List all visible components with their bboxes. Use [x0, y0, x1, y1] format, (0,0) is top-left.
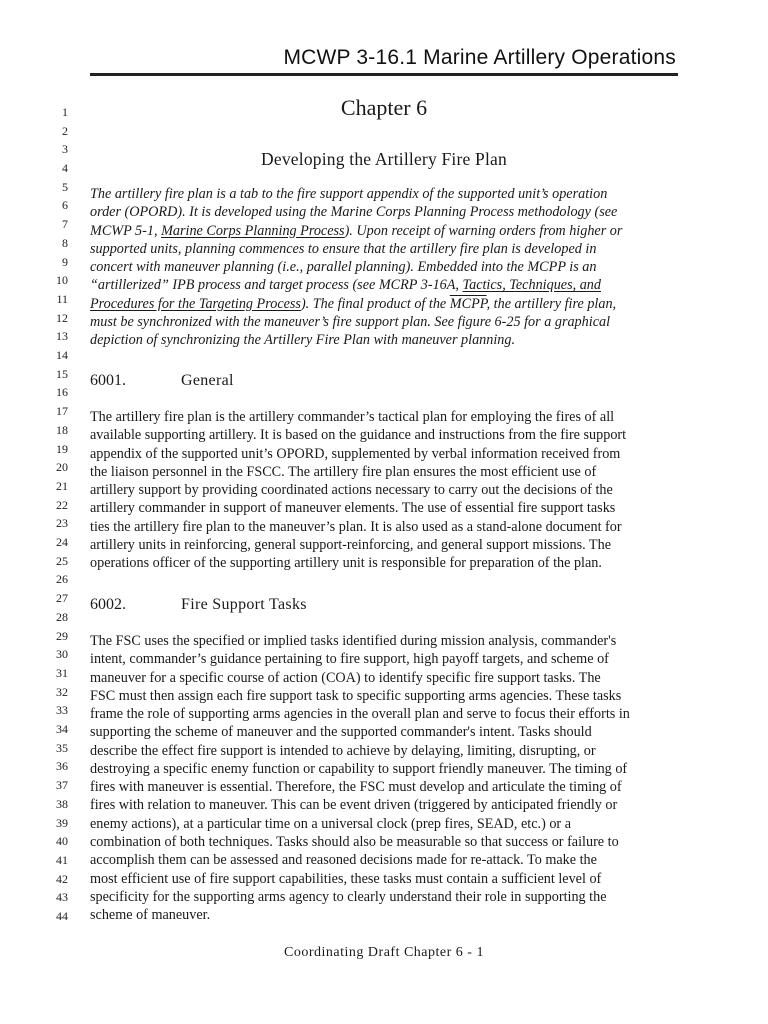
line-number: 28: [56, 609, 68, 624]
line-number: 18: [56, 422, 68, 437]
line-number: 12: [56, 310, 68, 325]
text-line: specificity for the supporting arms agency to clearly understand their role in supporting the: [90, 888, 607, 905]
line-number: 41: [56, 852, 68, 867]
text-line: most efficient use of fire support capabilities, these tasks must contain a sufficient level of: [90, 870, 602, 887]
text-run: MCWP 5-1,: [90, 222, 162, 239]
text-line: combination of both techniques. Tasks should also be measurable so that success or failure to: [90, 833, 619, 850]
line-number: 23: [56, 516, 68, 531]
section-number: 6001.: [90, 372, 126, 389]
text-line: fires with maneuver is essential. Therefore, the FSC must develop and articulate the timing of: [90, 779, 622, 796]
text-line: artillery support by providing coordinated actions necessary to carry out the decisions of the: [90, 482, 613, 499]
text-line: destroying a specific enemy function or capability to support friendly maneuver. The timing of: [90, 760, 628, 777]
text-line: ties the artillery fire plan to the maneuver’s plan. It is also used as a stand-alone document for: [90, 518, 622, 535]
text-line: accomplish them can be assessed and reasoned decisions made for re-attack. To make the: [90, 852, 597, 869]
text-line: describe the effect fire support is intended to achieve by delaying, limiting, disrupting, or: [90, 742, 596, 759]
line-number: 22: [56, 497, 68, 512]
text-line: [90, 203, 617, 221]
line-number: 40: [56, 834, 68, 849]
text-line: artillery commander in support of maneuver elements. The use of essential fire support tasks: [90, 500, 616, 517]
text-run: , the artillery fire plan,: [486, 295, 617, 312]
line-number: 30: [56, 647, 68, 662]
line-number: 33: [56, 703, 68, 718]
line-number: 39: [56, 815, 68, 830]
line-number: 34: [56, 722, 68, 737]
line-number: 2: [62, 123, 68, 138]
line-number: 44: [56, 909, 68, 923]
text-line: [90, 295, 616, 313]
text-line: [90, 222, 622, 240]
text-line: [90, 240, 596, 258]
line-number: 26: [56, 572, 68, 587]
line-number: 31: [56, 665, 68, 680]
text-line: [90, 313, 610, 331]
line-number: 11: [56, 291, 68, 306]
text-line: intent, commander’s guidance pertaining to fire support, high payoff targets, and scheme of: [90, 651, 609, 668]
line-number: 16: [56, 385, 68, 400]
line-number: 9: [62, 254, 68, 269]
section-number: 6002.: [90, 596, 126, 613]
text-line: maneuver for a specific course of action (COA) to identify specific fire support tasks. The: [90, 669, 601, 686]
text-line: [90, 258, 596, 276]
line-number: 7: [62, 217, 68, 232]
text-run: concert with maneuver planning (i.e., parallel planning). Embedded into the MCPP is an: [90, 259, 597, 276]
text-line: [90, 331, 515, 349]
line-number: 29: [56, 628, 68, 643]
text-line: artillery units in reinforcing, general support-reinforcing, and general support missions. The: [90, 536, 611, 553]
line-number: 1: [62, 105, 68, 119]
line-number: 25: [56, 553, 68, 568]
text-line: the liaison personnel in the FSCC. The artillery fire plan ensures the most efficient use of: [90, 463, 597, 480]
text-run: ). Upon receipt of warning orders from higher or: [344, 222, 623, 239]
running-header-title: MCWP 3-16.1 Marine Artillery Operations: [283, 46, 676, 69]
line-number: 17: [56, 404, 68, 419]
chapter-subtitle: Developing the Artillery Fire Plan: [261, 149, 507, 169]
text-line: The artillery fire plan is the artillery commander’s tactical plan for employing the fires of all: [90, 409, 615, 425]
line-number: 21: [56, 478, 68, 493]
text-run: MCPP: [449, 295, 487, 312]
text-run: supported units, planning commences to ensure that the artillery fire plan is developed in: [90, 240, 597, 257]
section-title: Fire Support Tasks: [181, 596, 307, 613]
line-number: 42: [56, 871, 68, 886]
page-footer: Coordinating Draft Chapter 6 - 1: [284, 945, 484, 960]
text-line: appendix of the supported unit’s OPORD, supplemented by verbal information received from: [90, 445, 621, 462]
text-line: supporting the scheme of maneuver and the supported commander's intent. Tasks should: [90, 724, 592, 741]
line-number: 10: [56, 273, 68, 288]
header-rule: [90, 73, 678, 76]
underlined-title: Marine Corps Planning Process: [161, 222, 345, 239]
line-number: 38: [56, 796, 68, 811]
line-number: 32: [56, 684, 68, 699]
line-number: 5: [62, 179, 68, 194]
line-number: 6: [62, 198, 68, 213]
line-number: 4: [62, 161, 68, 176]
underlined-title: Procedures for the Targeting Process: [90, 295, 301, 312]
text-line: [90, 185, 607, 203]
line-number: 15: [56, 366, 68, 381]
text-line: frame the role of supporting arms agencies in the overall plan and serve to focus their efforts in: [90, 706, 630, 723]
text-run: “artillerized” IPB process and target process (see MCRP 3-16A,: [90, 277, 463, 294]
line-number: 27: [56, 591, 68, 606]
line-number: 24: [56, 535, 68, 550]
line-number: 36: [56, 759, 68, 774]
line-number: 35: [56, 740, 68, 755]
text-line: enemy actions), at a particular time on a universal clock (prep fires, SEAD, etc.) or a: [90, 815, 572, 832]
line-number: 20: [56, 460, 68, 475]
line-number: 3: [62, 142, 68, 157]
line-number: 37: [56, 778, 68, 793]
text-run: order (OPORD). It is developed using the Marine Corps Planning Process methodology (see: [90, 204, 618, 221]
line-number: 14: [56, 348, 68, 363]
section-title: General: [181, 372, 234, 389]
text-line: [90, 276, 601, 294]
chapter-heading: Chapter 6: [340, 95, 428, 120]
line-number: 8: [62, 235, 68, 250]
text-line: The FSC uses the specified or implied tasks identified during mission analysis, commander's: [90, 633, 617, 649]
text-line: scheme of maneuver.: [90, 907, 211, 924]
line-number: 19: [56, 441, 68, 456]
text-line: FSC must then assign each fire support task to specific supporting arms agencies. These tasks: [90, 687, 622, 704]
line-number: 13: [56, 329, 68, 344]
text-run: The artillery fire plan is a tab to the fire support appendix of the supported unit’s operation: [90, 186, 608, 202]
line-number: 43: [56, 890, 68, 905]
text-run: depiction of synchronizing the Artillery Fire Plan with maneuver planning.: [90, 332, 516, 349]
underlined-title: Tactics, Techniques, and: [462, 277, 601, 294]
text-line: available supporting artillery. It is based on the guidance and instructions from the fire support: [90, 427, 627, 444]
text-line: operations officer of the supporting artillery unit is responsible for preparation of the plan.: [90, 555, 602, 572]
text-run: ). The final product of the: [300, 295, 450, 312]
text-run: must be synchronized with the maneuver’s fire support plan. See figure 6-25 for a graphical: [90, 313, 611, 330]
text-line: fires with relation to maneuver. This can be event driven (triggered by anticipated friendly or: [90, 797, 618, 814]
